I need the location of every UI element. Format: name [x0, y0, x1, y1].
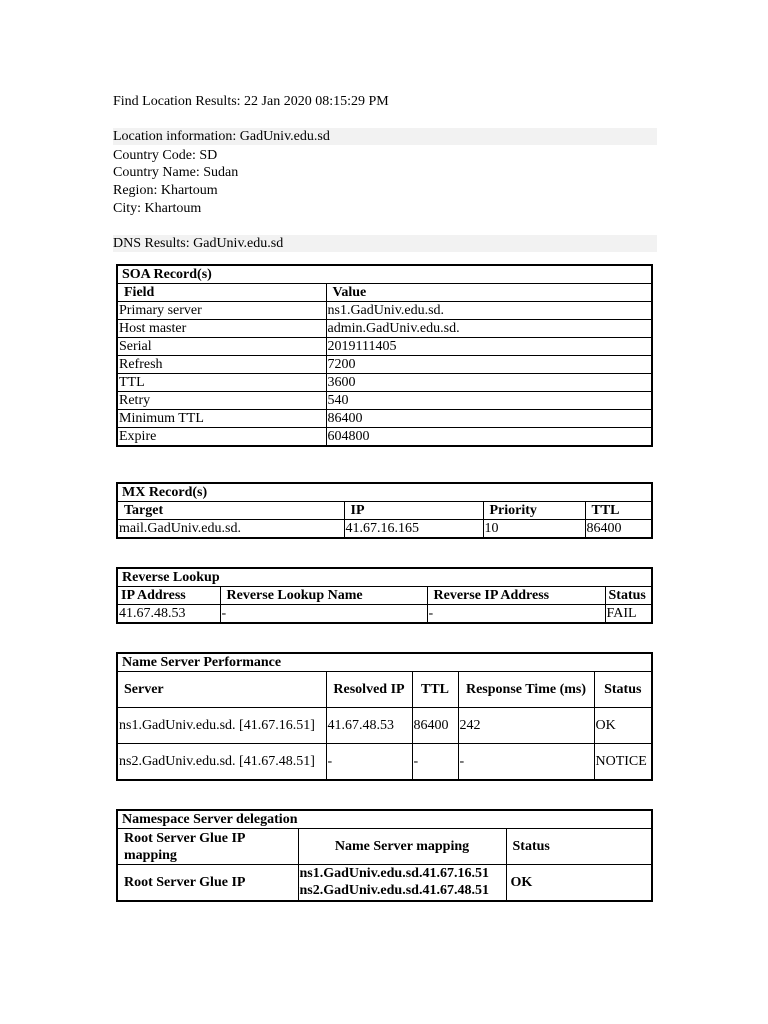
- soa-field: Expire: [117, 428, 326, 447]
- region: Region: Khartoum: [113, 183, 218, 198]
- mx-col-ttl: TTL: [585, 502, 652, 520]
- table-row: [117, 392, 652, 410]
- table-row: [117, 520, 652, 539]
- reverse-lookup-table: [116, 567, 653, 624]
- report-title: Find Location Results: 22 Jan 2020 08:15:29 PM: [113, 94, 389, 109]
- soa-value: 3600: [326, 374, 652, 392]
- soa-value: 86400: [326, 410, 652, 428]
- nsperf-col-status: Status: [594, 672, 652, 708]
- nsperf-caption: Name Server Performance: [117, 653, 652, 672]
- soa-value: admin.GadUniv.edu.sd.: [326, 320, 652, 338]
- country-code: Country Code: SD: [113, 148, 218, 163]
- nsperf-resolved: -: [326, 744, 412, 780]
- delegation-glue: Root Server Glue IP: [117, 865, 298, 901]
- nsperf-col-resolved: Resolved IP: [326, 672, 412, 708]
- soa-value: ns1.GadUniv.edu.sd.: [326, 302, 652, 320]
- table-row: [117, 605, 652, 624]
- mx-priority: 10: [483, 520, 585, 539]
- nsperf-col-response: Response Time (ms): [458, 672, 594, 708]
- mx-col-priority: Priority: [483, 502, 585, 520]
- delegation-col-mapping: Name Server mapping: [298, 829, 506, 865]
- country-name: Country Name: Sudan: [113, 165, 239, 180]
- soa-value: 540: [326, 392, 652, 410]
- mx-ttl: 86400: [585, 520, 652, 539]
- delegation-mapping-ns2: ns2.GadUniv.edu.sd.41.67.48.51: [299, 883, 489, 899]
- soa-col-field: Field: [117, 284, 326, 302]
- soa-value: 604800: [326, 428, 652, 447]
- dns-heading: DNS Results: GadUniv.edu.sd: [113, 236, 284, 251]
- soa-field: Primary server: [117, 302, 326, 320]
- reverse-status: FAIL: [605, 605, 652, 624]
- nsperf-ttl: -: [412, 744, 458, 780]
- reverse-col-ip: IP Address: [117, 587, 220, 605]
- soa-value: 2019111405: [326, 338, 652, 356]
- nsperf-col-ttl: TTL: [412, 672, 458, 708]
- nsperf-server: ns2.GadUniv.edu.sd. [41.67.48.51]: [117, 744, 326, 780]
- delegation-caption: Namespace Server delegation: [117, 810, 652, 829]
- soa-caption: SOA Record(s): [117, 265, 652, 284]
- nsperf-status: NOTICE: [594, 744, 652, 780]
- soa-field: TTL: [117, 374, 326, 392]
- table-row: [117, 302, 652, 320]
- soa-col-value: Value: [326, 284, 652, 302]
- soa-table: [116, 264, 653, 447]
- mx-target: mail.GadUniv.edu.sd.: [117, 520, 344, 539]
- nsperf-status: OK: [594, 708, 652, 744]
- nsperf-resolved: 41.67.48.53: [326, 708, 412, 744]
- delegation-mapping: [298, 865, 506, 901]
- nsperf-server: ns1.GadUniv.edu.sd. [41.67.16.51]: [117, 708, 326, 744]
- location-heading: Location information: GadUniv.edu.sd: [113, 129, 330, 144]
- mx-col-ip: IP: [344, 502, 483, 520]
- nsperf-response: -: [458, 744, 594, 780]
- nsperf-ttl: 86400: [412, 708, 458, 744]
- table-row: [117, 338, 652, 356]
- soa-field: Serial: [117, 338, 326, 356]
- table-row: [117, 320, 652, 338]
- delegation-mapping-ns1: ns1.GadUniv.edu.sd.41.67.16.51: [299, 866, 489, 882]
- table-row: [117, 865, 652, 901]
- table-row: [117, 428, 652, 447]
- table-row: [117, 744, 652, 780]
- table-row: [117, 356, 652, 374]
- mx-col-target: Target: [117, 502, 344, 520]
- soa-field: Host master: [117, 320, 326, 338]
- table-row: [117, 374, 652, 392]
- table-row: [117, 410, 652, 428]
- delegation-table: [116, 809, 653, 902]
- delegation-col-status: Status: [506, 829, 652, 865]
- soa-field: Retry: [117, 392, 326, 410]
- reverse-ip: 41.67.48.53: [117, 605, 220, 624]
- reverse-caption: Reverse Lookup: [117, 568, 652, 587]
- reverse-col-status: Status: [605, 587, 652, 605]
- table-row: [117, 708, 652, 744]
- delegation-col-glue: Root Server Glue IP mapping: [117, 829, 298, 865]
- mx-table: [116, 482, 653, 539]
- reverse-col-rip: Reverse IP Address: [427, 587, 605, 605]
- delegation-status: OK: [506, 865, 652, 901]
- ns-performance-table: [116, 652, 653, 781]
- city: City: Khartoum: [113, 201, 202, 216]
- nsperf-col-server: Server: [117, 672, 326, 708]
- reverse-rip: -: [427, 605, 605, 624]
- nsperf-response: 242: [458, 708, 594, 744]
- soa-field: Minimum TTL: [117, 410, 326, 428]
- mx-caption: MX Record(s): [117, 483, 652, 502]
- mx-ip: 41.67.16.165: [344, 520, 483, 539]
- soa-value: 7200: [326, 356, 652, 374]
- reverse-col-name: Reverse Lookup Name: [220, 587, 427, 605]
- reverse-name: -: [220, 605, 427, 624]
- soa-field: Refresh: [117, 356, 326, 374]
